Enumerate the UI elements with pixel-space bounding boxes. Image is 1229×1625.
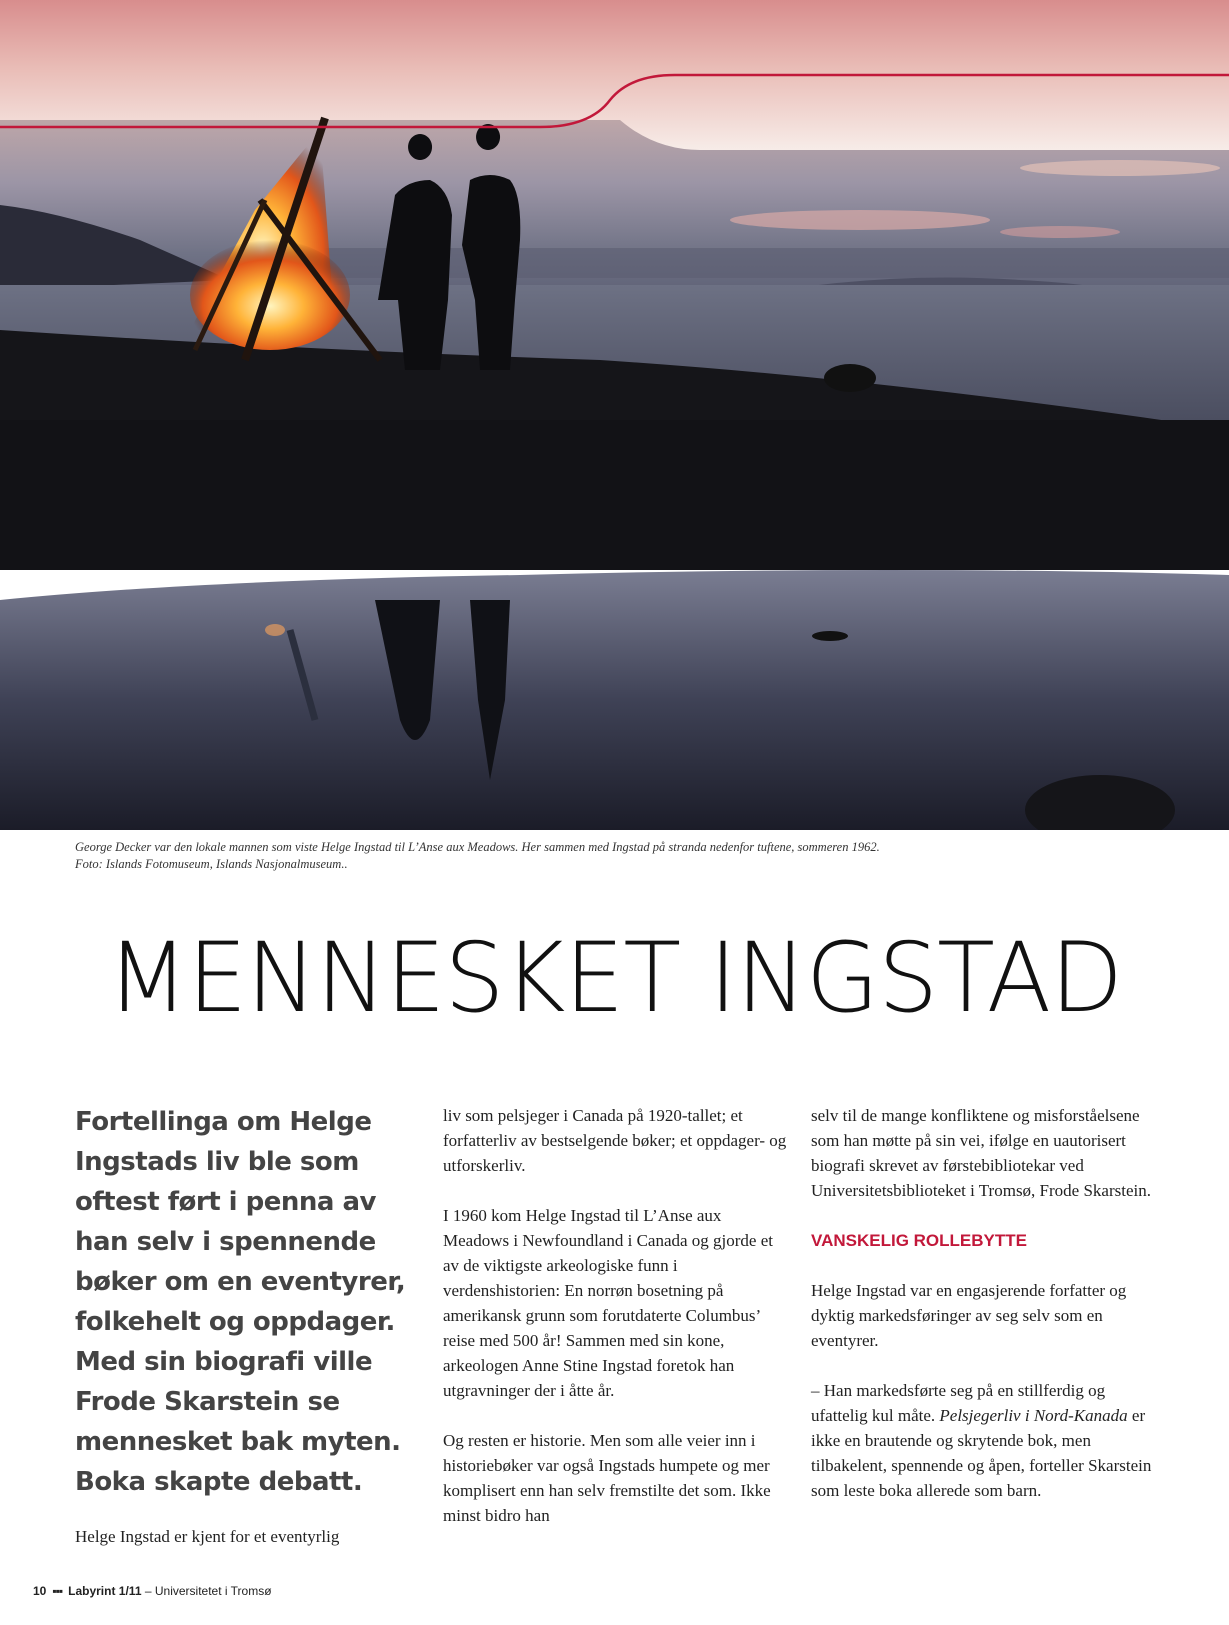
quote-end: er ikke en brautende og skrytende bok, men tilbakelent, spennende og åpen, forteller Skarstein som leste boka allerede som barn. [811, 1406, 1152, 1500]
body-column-3 [811, 1103, 1156, 1528]
page-number: 10 [33, 1584, 47, 1598]
quote-start: – Han markedsførte seg på en stillferdig og ufattelig kul måte. [811, 1381, 1106, 1425]
article-title: MENNESKET INGSTAD [106, 922, 1123, 1034]
body-paragraph: Helge Ingstad er kjent for et eventyrlig [75, 1527, 340, 1546]
body-paragraph: I 1960 kom Helge Ingstad til L’Anse aux Meadows i Newfoundland i Canada og gjorde et av de viktigste arkeologiske funn i verdenshistorien: En norrøn bosetning på amerikansk grunn som forutdaterte Columbus’ reise med 500 år! Sammen med sin kone, arkeologen Anne Stine Ingstad foretok han utgravninger der i åtte år. [443, 1206, 773, 1400]
magazine-name: Labyrint 1/11 [68, 1584, 142, 1598]
body-paragraph: Helge Ingstad var en engasjerende forfatter og dyktig markedsføringer av seg selv som en eventyrer. [811, 1281, 1127, 1350]
body-paragraph: liv som pelsjeger i Canada på 1920-tallet; et forfatterliv av bestselgende bøker; et oppdager- og utforskerliv. [443, 1106, 787, 1175]
book-title: Pelsjegerliv i Nord-Kanada [939, 1406, 1128, 1425]
page-footer [33, 1584, 272, 1598]
section-subheading: VANSKELIG ROLLEBYTTE [811, 1231, 1027, 1250]
body-column-1 [75, 1524, 420, 1574]
article-lead: Fortellinga om Helge Ingstads liv ble som oftest ført i penna av han selv i spennende bøker om en eventyrer, folkehelt og oppdager. Med sin biografi ville Frode Skarstein se mennesket bak myten. Boka skapte debatt. [75, 1107, 406, 1497]
footer-dots-icon: ▪▪▪ [52, 1584, 63, 1598]
body-paragraph: Og resten er historie. Men som alle veier inn i historiebøker var også Ingstads humpete og mer komplisert enn han selv fremstilte det som. Ikke minst bidro han [443, 1431, 771, 1525]
body-column-2 [443, 1103, 788, 1553]
body-paragraph: selv til de mange konfliktene og misforståelsene som han møtte på sin vei, ifølge en uautorisert biografi skrevet av førstebibliotekar ved Universitetsbiblioteket i Tromsø, Frode Skarstein. [811, 1106, 1151, 1200]
publisher: – Universitetet i Tromsø [144, 1584, 272, 1598]
photo-caption [75, 839, 1155, 873]
body-paragraph [811, 1378, 1156, 1503]
caption-line-1: George Decker var den lokale mannen som viste Helge Ingstad til L’Anse aux Meadows. Her sammen med Ingstad på stranda nedenfor tuftene, sommeren 1962. [75, 840, 880, 854]
caption-credit: Foto: Islands Fotomuseum, Islands Nasjonalmuseum.. [75, 857, 348, 871]
